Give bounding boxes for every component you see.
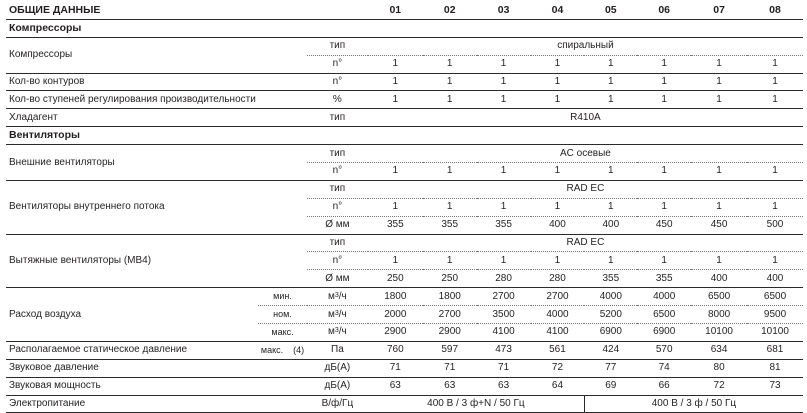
value-cell: 63 bbox=[423, 377, 477, 395]
row-label: Располагаемое статическое давление bbox=[6, 341, 258, 359]
value-cell: 1 bbox=[531, 55, 585, 73]
value-cell: 355 bbox=[584, 270, 637, 288]
value-cell: 2700 bbox=[423, 306, 477, 324]
unit-cell: В/ф/Гц bbox=[307, 395, 368, 413]
value-cell: 5200 bbox=[584, 306, 637, 324]
value-cell: 1 bbox=[637, 55, 691, 73]
model-header: 04 bbox=[551, 4, 564, 17]
model-header: 06 bbox=[658, 4, 671, 17]
value-cell: 1 bbox=[747, 252, 803, 270]
value-cell: 63 bbox=[477, 377, 531, 395]
value-cell: 1 bbox=[531, 73, 585, 91]
value-cell: 2000 bbox=[368, 306, 423, 324]
unit-cell: n° bbox=[307, 163, 368, 181]
value-cell: 1 bbox=[691, 55, 747, 73]
value-cell: 8000 bbox=[691, 306, 747, 324]
value-cell: 355 bbox=[423, 216, 477, 234]
value-cell: 280 bbox=[531, 270, 585, 288]
value-cell: R410A bbox=[368, 109, 803, 127]
value-cell: 1 bbox=[637, 91, 691, 109]
table-row bbox=[6, 145, 803, 163]
unit-cell: тип bbox=[329, 147, 346, 159]
value-cell: 1 bbox=[477, 163, 531, 181]
unit-cell: дБ(А) bbox=[307, 377, 368, 395]
sub-label: мин. bbox=[258, 288, 307, 306]
value-cell: 1 bbox=[531, 91, 585, 109]
unit-cell: % bbox=[307, 91, 368, 109]
section-row bbox=[6, 127, 803, 145]
model-header: 03 bbox=[497, 4, 510, 17]
value-cell: 597 bbox=[423, 341, 477, 359]
value-cell: 3500 bbox=[477, 306, 531, 324]
value-cell: 1 bbox=[584, 198, 637, 216]
value-cell: 400 В / 3 ф / 50 Гц bbox=[584, 395, 803, 413]
value-cell: 69 bbox=[584, 377, 637, 395]
sub-label: макс. (4) bbox=[258, 341, 307, 359]
sub-label: ном. bbox=[258, 306, 307, 324]
unit-cell: n° bbox=[307, 73, 368, 91]
value-cell: 1 bbox=[368, 252, 423, 270]
unit-cell: Ø мм bbox=[307, 216, 368, 234]
value-cell: 1 bbox=[477, 55, 531, 73]
table-title: ОБЩИЕ ДАННЫЕ bbox=[9, 4, 101, 17]
value-cell: 9500 bbox=[747, 306, 803, 324]
value-cell: 4100 bbox=[477, 324, 531, 342]
value-cell: 71 bbox=[477, 359, 531, 377]
model-header: 02 bbox=[443, 4, 456, 17]
value-cell: 355 bbox=[368, 216, 423, 234]
value-cell: 1 bbox=[637, 73, 691, 91]
unit-cell: тип bbox=[329, 40, 346, 52]
table-row bbox=[6, 395, 803, 413]
value-cell: 1 bbox=[368, 163, 423, 181]
value-cell: 1 bbox=[423, 55, 477, 73]
value-cell: 2700 bbox=[477, 288, 531, 306]
value-cell: 1 bbox=[368, 55, 423, 73]
value-cell: 400 bbox=[747, 270, 803, 288]
value-cell: 1 bbox=[691, 73, 747, 91]
value-cell: 1 bbox=[531, 198, 585, 216]
value-cell: 450 bbox=[637, 216, 691, 234]
table-row bbox=[6, 180, 803, 198]
unit-cell: тип bbox=[307, 180, 368, 198]
value-cell: 1 bbox=[368, 198, 423, 216]
row-label: Кол-во ступеней регулирования производительности bbox=[6, 91, 258, 109]
model-header: 07 bbox=[713, 4, 725, 17]
header-row bbox=[6, 2, 803, 19]
value-cell: 1 bbox=[691, 252, 747, 270]
value-cell: 1 bbox=[584, 55, 637, 73]
value-cell: 1 bbox=[423, 163, 477, 181]
value-cell: 4000 bbox=[637, 288, 691, 306]
value-cell: 400 bbox=[584, 216, 637, 234]
value-cell: 6500 bbox=[747, 288, 803, 306]
row-label: Звуковое давление bbox=[6, 359, 258, 377]
section-fans: Вентиляторы bbox=[6, 127, 803, 145]
value-cell: 450 bbox=[691, 216, 747, 234]
value-cell: 10100 bbox=[691, 324, 747, 342]
table-row bbox=[6, 341, 803, 359]
value-cell: 2900 bbox=[423, 324, 477, 342]
unit-cell: n° bbox=[307, 252, 368, 270]
value-cell: 1 bbox=[477, 73, 531, 91]
row-label: Звуковая мощность bbox=[6, 377, 258, 395]
value-cell: 4000 bbox=[531, 306, 585, 324]
row-label: Вытяжные вентиляторы (MB4) bbox=[6, 234, 258, 288]
value-cell: 561 bbox=[531, 341, 585, 359]
unit-cell: дБ(А) bbox=[307, 359, 368, 377]
table-row bbox=[6, 73, 803, 91]
table-row bbox=[6, 91, 803, 109]
value-cell: 400 bbox=[531, 216, 585, 234]
value-cell: 1 bbox=[368, 73, 423, 91]
table-row bbox=[6, 377, 803, 395]
value-cell: 1 bbox=[584, 163, 637, 181]
value-cell: 64 bbox=[531, 377, 585, 395]
table-row bbox=[6, 37, 803, 55]
value-cell: 250 bbox=[368, 270, 423, 288]
value-cell: 1 bbox=[637, 163, 691, 181]
value-cell: 71 bbox=[423, 359, 477, 377]
value-cell: 400 bbox=[691, 270, 747, 288]
row-label: Кол-во контуров bbox=[6, 73, 258, 91]
section-compressors: Компрессоры bbox=[6, 19, 803, 37]
table-row bbox=[6, 359, 803, 377]
value-cell: 1 bbox=[584, 73, 637, 91]
value-cell: 1 bbox=[691, 198, 747, 216]
value-cell: 1 bbox=[584, 91, 637, 109]
value-cell: 1 bbox=[747, 163, 803, 181]
value-cell: 1 bbox=[637, 198, 691, 216]
unit-cell: Ø мм bbox=[307, 270, 368, 288]
value-cell: 1 bbox=[423, 198, 477, 216]
value-cell: 72 bbox=[691, 377, 747, 395]
value-cell: 1 bbox=[691, 91, 747, 109]
value-cell: 77 bbox=[584, 359, 637, 377]
value-cell: 71 bbox=[368, 359, 423, 377]
value-cell: 681 bbox=[747, 341, 803, 359]
value-cell: 1 bbox=[637, 252, 691, 270]
model-header: 08 bbox=[769, 4, 781, 17]
value-cell: 73 bbox=[747, 377, 803, 395]
model-header: 01 bbox=[389, 4, 402, 17]
value-cell: 2900 bbox=[368, 324, 423, 342]
value-cell: 1 bbox=[368, 91, 423, 109]
value-cell: 760 bbox=[368, 341, 423, 359]
section-row bbox=[6, 19, 803, 37]
row-label: Компрессоры bbox=[9, 49, 73, 61]
value-cell: 1 bbox=[477, 198, 531, 216]
value-cell: 66 bbox=[637, 377, 691, 395]
value-cell: спиральный bbox=[557, 40, 614, 52]
value-cell: 74 bbox=[637, 359, 691, 377]
value-cell: 1 bbox=[531, 252, 585, 270]
value-cell: 500 bbox=[747, 216, 803, 234]
value-cell: 1 bbox=[423, 91, 477, 109]
value-cell: 250 bbox=[423, 270, 477, 288]
value-cell: 1800 bbox=[423, 288, 477, 306]
value-cell: 1 bbox=[584, 252, 637, 270]
table-row bbox=[6, 109, 803, 127]
value-cell: 280 bbox=[477, 270, 531, 288]
value-cell: 1800 bbox=[368, 288, 423, 306]
unit-cell: $м^3/ч$ bbox=[307, 306, 368, 324]
value-cell: 1 bbox=[691, 163, 747, 181]
value-cell: 1 bbox=[531, 163, 585, 181]
value-cell: 1 bbox=[423, 252, 477, 270]
value-cell: 2700 bbox=[531, 288, 585, 306]
general-data-table bbox=[6, 2, 803, 413]
value-cell: 6900 bbox=[637, 324, 691, 342]
sub-label: макс. bbox=[258, 324, 307, 342]
value-cell: 1 bbox=[747, 55, 803, 73]
row-label: Хладагент bbox=[6, 109, 258, 127]
table-row bbox=[6, 288, 803, 306]
value-cell: RAD EC bbox=[368, 180, 803, 198]
unit-cell: $м^3/ч$ bbox=[307, 324, 368, 342]
value-cell: 72 bbox=[531, 359, 585, 377]
value-cell: 6500 bbox=[691, 288, 747, 306]
table-row bbox=[6, 234, 803, 252]
unit-cell: Па bbox=[307, 341, 368, 359]
row-label: Расход воздуха bbox=[6, 288, 258, 342]
row-label: Электропитание bbox=[6, 395, 258, 413]
unit-cell: n° bbox=[307, 55, 368, 73]
value-cell: 1 bbox=[423, 73, 477, 91]
value-cell: 1 bbox=[477, 91, 531, 109]
value-cell: 1 bbox=[747, 73, 803, 91]
value-cell: 1 bbox=[477, 252, 531, 270]
value-cell: 355 bbox=[637, 270, 691, 288]
value-cell: 10100 bbox=[747, 324, 803, 342]
value-cell: 63 bbox=[368, 377, 423, 395]
row-label: Внешние вентиляторы bbox=[9, 156, 115, 168]
value-cell: RAD EC bbox=[368, 234, 803, 252]
value-cell: 6500 bbox=[637, 306, 691, 324]
unit-cell: n° bbox=[307, 198, 368, 216]
value-cell: 6900 bbox=[584, 324, 637, 342]
model-header: 05 bbox=[604, 4, 617, 17]
unit-cell: тип bbox=[307, 234, 368, 252]
value-cell: 4000 bbox=[584, 288, 637, 306]
value-cell: 80 bbox=[691, 359, 747, 377]
value-cell: 1 bbox=[747, 198, 803, 216]
row-label: Вентиляторы внутреннего потока bbox=[6, 180, 258, 234]
value-cell: 400 В / 3 ф+N / 50 Гц bbox=[368, 395, 585, 413]
value-cell: 634 bbox=[691, 341, 747, 359]
value-cell: 473 bbox=[477, 341, 531, 359]
value-cell: 4100 bbox=[531, 324, 585, 342]
value-cell: 355 bbox=[477, 216, 531, 234]
unit-cell: тип bbox=[307, 109, 368, 127]
value-cell: 81 bbox=[747, 359, 803, 377]
value-cell: AC осевые bbox=[560, 147, 611, 159]
value-cell: 424 bbox=[584, 341, 637, 359]
unit-cell: $м^3/ч$ bbox=[307, 288, 368, 306]
value-cell: 570 bbox=[637, 341, 691, 359]
value-cell: 1 bbox=[747, 91, 803, 109]
